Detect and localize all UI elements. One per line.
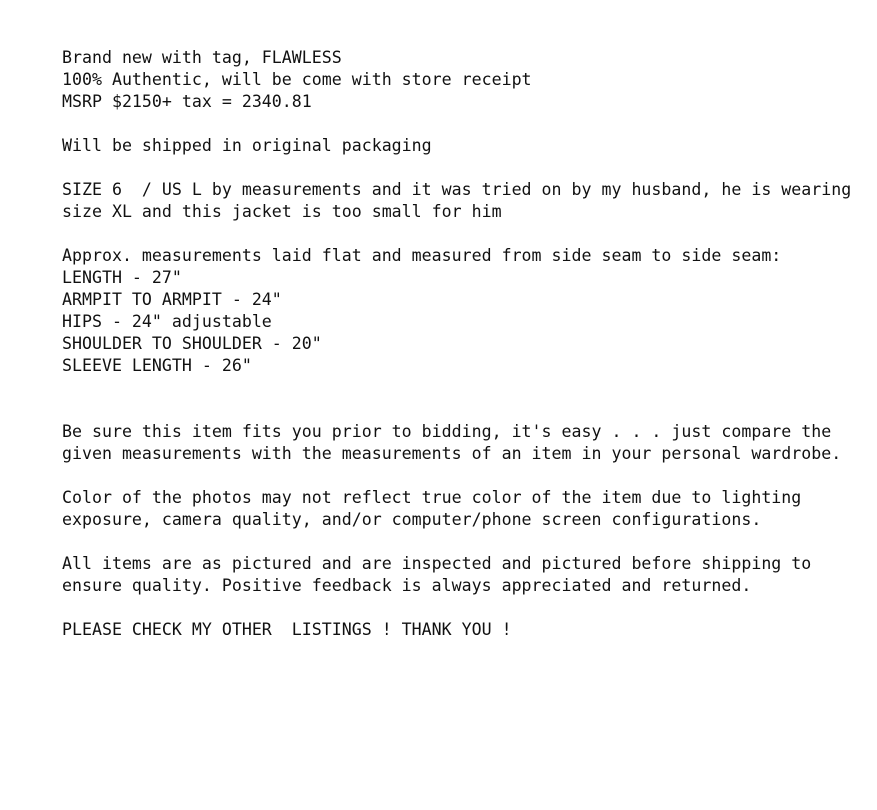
inspect-text-line-2: ensure quality. Positive feedback is always appreciated and returned. xyxy=(62,576,752,595)
authenticity-text: 100% Authentic, will be come with store receipt xyxy=(62,70,532,89)
listing-description xyxy=(62,47,867,641)
color-text-line-1: Color of the photos may not reflect true color of the item due to lighting xyxy=(62,488,802,507)
spacer xyxy=(62,223,867,245)
measurement-length: LENGTH - 27" xyxy=(62,268,182,287)
fit-text-line-2: given measurements with the measurements of an item in your personal wardrobe. xyxy=(62,444,842,463)
measurement-armpit: ARMPIT TO ARMPIT - 24" xyxy=(62,290,282,309)
spacer xyxy=(62,113,867,135)
measurement-sleeve: SLEEVE LENGTH - 26" xyxy=(62,356,252,375)
spacer xyxy=(62,377,867,399)
measurements-heading: Approx. measurements laid flat and measured from side seam to side seam: xyxy=(62,246,782,265)
size-text-line-1: SIZE 6 / US L by measurements and it was tried on by my husband, he is wearing xyxy=(62,180,852,199)
inspect-text-line-1: All items are as pictured and are inspected and pictured before shipping to xyxy=(62,554,812,573)
spacer xyxy=(62,597,867,619)
spacer xyxy=(62,531,867,553)
color-text-line-2: exposure, camera quality, and/or computer/phone screen configurations. xyxy=(62,510,762,529)
condition-text: Brand new with tag, FLAWLESS xyxy=(62,48,342,67)
spacer xyxy=(62,465,867,487)
spacer xyxy=(62,157,867,179)
msrp-text: MSRP $2150+ tax = 2340.81 xyxy=(62,92,312,111)
spacer xyxy=(62,399,867,421)
size-text-line-2: size XL and this jacket is too small for him xyxy=(62,202,502,221)
shipping-text: Will be shipped in original packaging xyxy=(62,136,432,155)
closing-text: PLEASE CHECK MY OTHER LISTINGS ! THANK YOU ! xyxy=(62,620,512,639)
fit-text-line-1: Be sure this item fits you prior to bidding, it's easy . . . just compare the xyxy=(62,422,832,441)
measurement-hips: HIPS - 24" adjustable xyxy=(62,312,272,331)
measurement-shoulder: SHOULDER TO SHOULDER - 20" xyxy=(62,334,322,353)
